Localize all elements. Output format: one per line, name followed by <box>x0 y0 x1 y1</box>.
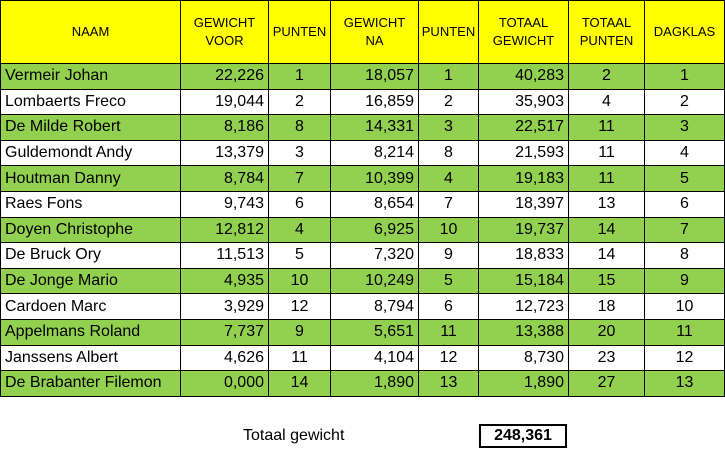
cell-punten-voor: 2 <box>269 89 331 115</box>
cell-dagklas: 2 <box>645 89 725 115</box>
table-row <box>1 294 725 320</box>
cell-totaal-gewicht: 21,593 <box>479 140 569 166</box>
cell-gewicht-na: 8,654 <box>331 191 419 217</box>
cell-punten-na: 4 <box>419 166 479 192</box>
cell-naam: Houtman Danny <box>1 166 181 192</box>
cell-totaal-gewicht: 15,184 <box>479 268 569 294</box>
header-gewicht-na-line2: NA <box>365 33 384 48</box>
header-row <box>1 1 725 64</box>
cell-totaal-punten: 18 <box>569 294 645 320</box>
cell-dagklas: 4 <box>645 140 725 166</box>
cell-gewicht-voor: 7,737 <box>181 319 269 345</box>
cell-punten-na: 8 <box>419 140 479 166</box>
cell-naam: De Brabanter Filemon <box>1 371 181 397</box>
cell-naam: Lombaerts Freco <box>1 89 181 115</box>
cell-gewicht-na: 16,859 <box>331 89 419 115</box>
table-row <box>1 371 725 397</box>
table-row <box>1 64 725 90</box>
cell-gewicht-voor: 22,226 <box>181 64 269 90</box>
cell-totaal-gewicht: 13,388 <box>479 319 569 345</box>
table-row <box>1 115 725 141</box>
table-row <box>1 89 725 115</box>
cell-punten-na: 6 <box>419 294 479 320</box>
cell-punten-voor: 8 <box>269 115 331 141</box>
cell-gewicht-voor: 4,626 <box>181 345 269 371</box>
cell-punten-voor: 14 <box>269 371 331 397</box>
cell-gewicht-na: 14,331 <box>331 115 419 141</box>
cell-gewicht-na: 10,399 <box>331 166 419 192</box>
cell-dagklas: 7 <box>645 217 725 243</box>
cell-totaal-gewicht: 35,903 <box>479 89 569 115</box>
cell-naam: Doyen Christophe <box>1 217 181 243</box>
cell-punten-na: 1 <box>419 64 479 90</box>
header-totaal-punten-line2: PUNTEN <box>579 33 634 48</box>
cell-dagklas: 1 <box>645 64 725 90</box>
cell-punten-voor: 4 <box>269 217 331 243</box>
header-totaal-punten <box>569 1 645 64</box>
cell-naam: Guldemondt Andy <box>1 140 181 166</box>
cell-totaal-gewicht: 18,833 <box>479 243 569 269</box>
cell-gewicht-voor: 12,812 <box>181 217 269 243</box>
cell-gewicht-voor: 19,044 <box>181 89 269 115</box>
cell-totaal-punten: 20 <box>569 319 645 345</box>
cell-totaal-punten: 14 <box>569 217 645 243</box>
cell-totaal-gewicht: 1,890 <box>479 371 569 397</box>
cell-totaal-gewicht: 22,517 <box>479 115 569 141</box>
cell-punten-na: 10 <box>419 217 479 243</box>
cell-punten-voor: 6 <box>269 191 331 217</box>
cell-naam: Cardoen Marc <box>1 294 181 320</box>
cell-dagklas: 9 <box>645 268 725 294</box>
cell-gewicht-voor: 11,513 <box>181 243 269 269</box>
cell-naam: Vermeir Johan <box>1 64 181 90</box>
cell-totaal-punten: 2 <box>569 64 645 90</box>
cell-gewicht-voor: 8,186 <box>181 115 269 141</box>
cell-naam: Appelmans Roland <box>1 319 181 345</box>
cell-naam: Raes Fons <box>1 191 181 217</box>
cell-naam: Janssens Albert <box>1 345 181 371</box>
cell-punten-na: 3 <box>419 115 479 141</box>
cell-punten-voor: 7 <box>269 166 331 192</box>
cell-punten-na: 9 <box>419 243 479 269</box>
cell-dagklas: 8 <box>645 243 725 269</box>
cell-punten-voor: 12 <box>269 294 331 320</box>
cell-gewicht-voor: 4,935 <box>181 268 269 294</box>
cell-punten-na: 7 <box>419 191 479 217</box>
cell-dagklas: 3 <box>645 115 725 141</box>
cell-punten-na: 5 <box>419 268 479 294</box>
cell-gewicht-voor: 8,784 <box>181 166 269 192</box>
cell-naam: De Bruck Ory <box>1 243 181 269</box>
header-totaal-gewicht-line2: GEWICHT <box>492 33 555 48</box>
table-row <box>1 166 725 192</box>
cell-gewicht-voor: 9,743 <box>181 191 269 217</box>
cell-punten-voor: 9 <box>269 319 331 345</box>
cell-totaal-gewicht: 18,397 <box>479 191 569 217</box>
cell-gewicht-voor: 13,379 <box>181 140 269 166</box>
cell-totaal-punten: 4 <box>569 89 645 115</box>
cell-punten-na: 2 <box>419 89 479 115</box>
table-row <box>1 191 725 217</box>
table-row <box>1 345 725 371</box>
cell-gewicht-na: 6,925 <box>331 217 419 243</box>
cell-gewicht-na: 8,794 <box>331 294 419 320</box>
cell-punten-na: 13 <box>419 371 479 397</box>
header-gewicht-na-line1: GEWICHT <box>343 15 406 30</box>
cell-gewicht-na: 1,890 <box>331 371 419 397</box>
header-naam: NAAM <box>1 1 181 64</box>
table-row <box>1 217 725 243</box>
cell-totaal-punten: 15 <box>569 268 645 294</box>
cell-punten-voor: 3 <box>269 140 331 166</box>
cell-totaal-gewicht: 12,723 <box>479 294 569 320</box>
cell-gewicht-na: 10,249 <box>331 268 419 294</box>
cell-dagklas: 13 <box>645 371 725 397</box>
cell-totaal-gewicht: 8,730 <box>479 345 569 371</box>
table-body <box>1 64 725 397</box>
total-weight-label: Totaal gewicht <box>243 427 345 444</box>
header-punten-na: PUNTEN <box>419 1 479 64</box>
cell-naam: De Milde Robert <box>1 115 181 141</box>
cell-punten-voor: 1 <box>269 64 331 90</box>
cell-totaal-gewicht: 40,283 <box>479 64 569 90</box>
table-row <box>1 268 725 294</box>
cell-dagklas: 11 <box>645 319 725 345</box>
cell-gewicht-na: 8,214 <box>331 140 419 166</box>
cell-punten-na: 12 <box>419 345 479 371</box>
cell-gewicht-na: 4,104 <box>331 345 419 371</box>
cell-totaal-gewicht: 19,737 <box>479 217 569 243</box>
cell-totaal-punten: 27 <box>569 371 645 397</box>
cell-gewicht-voor: 0,000 <box>181 371 269 397</box>
cell-gewicht-na: 5,651 <box>331 319 419 345</box>
cell-dagklas: 6 <box>645 191 725 217</box>
cell-totaal-punten: 14 <box>569 243 645 269</box>
total-weight-value: 248,361 <box>479 424 567 448</box>
header-totaal-punten-line1: TOTAAL <box>581 15 632 30</box>
table-row <box>1 140 725 166</box>
header-dagklas: DAGKLAS <box>645 1 725 64</box>
header-gewicht-na <box>331 1 419 64</box>
header-gewicht-voor-line2: VOOR <box>205 33 244 48</box>
cell-punten-voor: 10 <box>269 268 331 294</box>
cell-gewicht-na: 18,057 <box>331 64 419 90</box>
cell-totaal-punten: 11 <box>569 166 645 192</box>
cell-totaal-punten: 11 <box>569 140 645 166</box>
cell-punten-voor: 5 <box>269 243 331 269</box>
cell-gewicht-na: 7,320 <box>331 243 419 269</box>
cell-punten-na: 11 <box>419 319 479 345</box>
cell-totaal-punten: 13 <box>569 191 645 217</box>
cell-totaal-gewicht: 19,183 <box>479 166 569 192</box>
header-totaal-gewicht <box>479 1 569 64</box>
cell-totaal-punten: 11 <box>569 115 645 141</box>
header-totaal-gewicht-line1: TOTAAL <box>498 15 549 30</box>
cell-gewicht-voor: 3,929 <box>181 294 269 320</box>
header-gewicht-voor-line1: GEWICHT <box>193 15 256 30</box>
header-punten-voor: PUNTEN <box>269 1 331 64</box>
header-gewicht-voor <box>181 1 269 64</box>
cell-dagklas: 5 <box>645 166 725 192</box>
table-row <box>1 319 725 345</box>
cell-punten-voor: 11 <box>269 345 331 371</box>
cell-naam: De Jonge Mario <box>1 268 181 294</box>
cell-dagklas: 10 <box>645 294 725 320</box>
table-row <box>1 243 725 269</box>
cell-totaal-punten: 23 <box>569 345 645 371</box>
cell-dagklas: 12 <box>645 345 725 371</box>
